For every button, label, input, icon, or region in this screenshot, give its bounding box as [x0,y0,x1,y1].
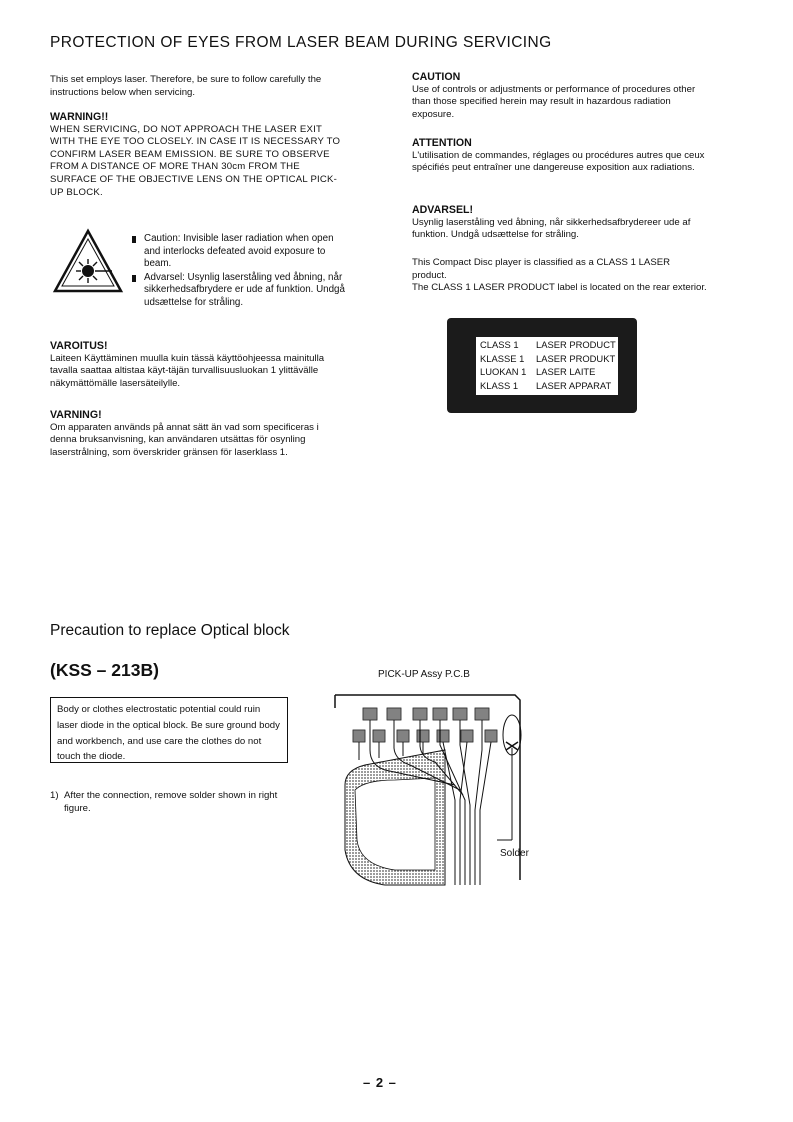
esd-note-box: Body or clothes electrostatic potential could ruin laser diode in the optical block. Be sure ground body and workbench, and use care the clothes do not touch the diode. [50,697,288,763]
class-text-1: This Compact Disc player is classified as a CLASS 1 LASER product. [412,257,671,281]
attention-heading: ATTENTION [412,137,472,149]
laser-hazard-triangle-icon [52,228,124,294]
page-number: – 2 – [363,1075,397,1090]
varning-block [50,409,345,459]
step-number: 1) [50,790,59,801]
bullet-caution: Caution: Invisible laser radiation when open and interlocks defeated avoid exposure to beam. [130,233,345,271]
label-row: CLASS 1 LASER PRODUCT [480,339,616,350]
varning-heading: VARNING! [50,409,102,421]
label-row: LUOKAN 1 LASER LAITE [480,366,596,377]
warning-block [50,111,345,199]
varoitus-text: Laiteen Käyttäminen muulla kuin tässä käyttöohjeessa mainitulla tavalla saattaa altistaa käyt-täjän turvallisuusluokan 1 ylittävälle näkymättömälle lasersäteilylle. [50,352,325,389]
laser-product-label-inner [476,337,618,395]
class-text-2: The CLASS 1 LASER PRODUCT label is located on the rear exterior. [412,282,707,294]
advarsel-text: Usynlig laserståling ved åbning, når sikkerhedsafbrydereer ude af funktion. Undgå udsættelse for stråling. [412,216,691,241]
attention-block [412,137,707,175]
caution-heading: CAUTION [412,71,461,83]
solder-label: Solder [500,848,529,859]
caution-block [412,71,707,121]
varning-text: Om apparaten används på annat sätt än vad som specificeras i denna bruksanvisning, kan användaren utsättas för osynling laserstrålning, som överskrider gränsen för laserklass 1. [50,421,319,458]
bullet-advarsel: Advarsel: Usynlig laserståling ved åbning, når sikkerhedsafbrydere er ude af funktion. Undgå udsættelse for stråling. [130,272,345,310]
attention-text: L'utilisation de commandes, réglages ou procédures autres que ceux spécifiés peut entraîner une dangereuse exposition aux radiations. [412,149,705,174]
intro-text: This set employs laser. Therefore, be sure to follow carefully the instructions below when servicing. [50,74,322,98]
class-info [412,257,707,295]
label-row: KLASSE 1 LASER PRODUKT [480,352,616,364]
advarsel-block [412,204,707,242]
warning-heading: WARNING!! [50,111,109,123]
model-number: (KSS – 213B) [50,660,159,680]
varoitus-block [50,340,345,390]
caution-text: Use of controls or adjustments or performance of procedures other than those specified herein may result in hazardous radiation exposure. [412,83,696,120]
laser-caution-bullets [130,233,345,311]
warning-text: WHEN SERVICING, DO NOT APPROACH THE LASER EXIT WITH THE EYE TOO CLOSELY. IN CASE IT IS NECESSARY TO CONFIRM LASER BEAM EMISSION. BE SURE TO OBSERVE FROM A DISTANCE OF MORE THAN 30cm FROM THE SURFACE OF THE OBJECTIVE LENS ON THE OPTICAL PICK-UP BLOCK. [50,123,341,198]
varoitus-heading: VAROITUS! [50,340,108,352]
section-title: Precaution to replace Optical block [50,622,290,639]
pickup-pcb-figure [325,690,555,890]
step-1 [50,789,300,815]
label-row: KLASS 1 LASER APPARAT [480,379,612,391]
step-text: After the connection, remove solder shown in right figure. [64,790,278,814]
figure-title: PICK-UP Assy P.C.B [378,669,470,680]
advarsel-heading: ADVARSEL! [412,204,474,216]
page-title: PROTECTION OF EYES FROM LASER BEAM DURING SERVICING [50,34,552,51]
